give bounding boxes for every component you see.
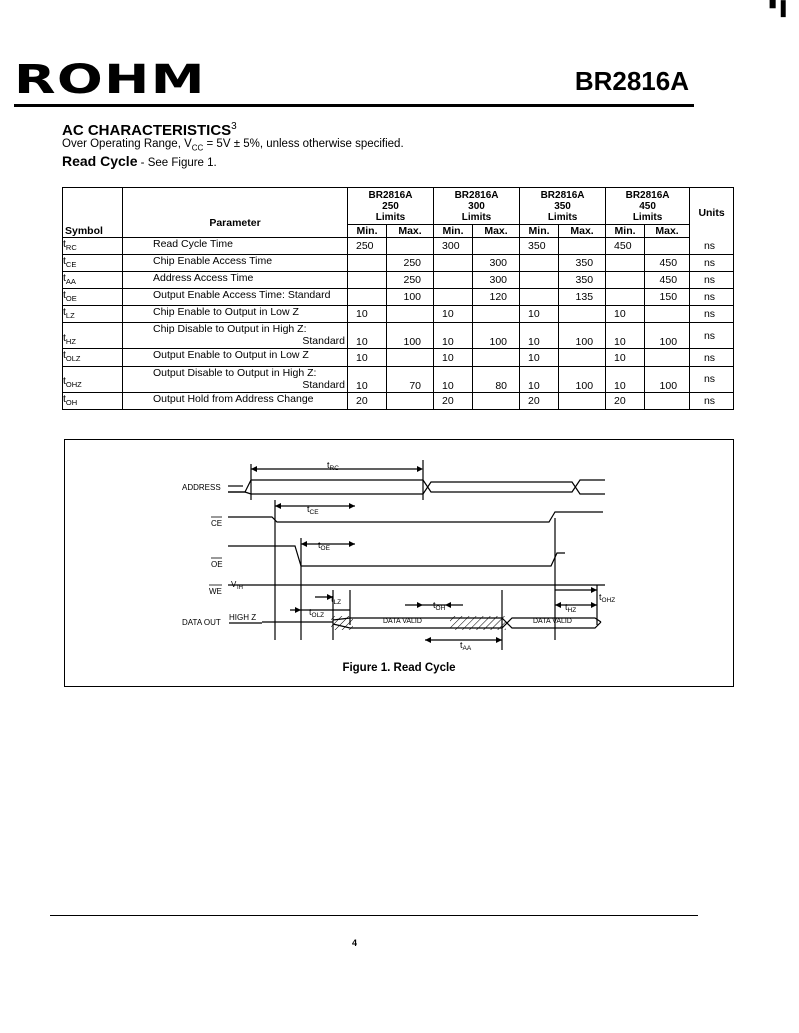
header-grade <box>520 188 606 225</box>
value-cell: 10 <box>606 349 645 366</box>
value-cell: 250 <box>348 238 387 255</box>
grade-limits: Limits <box>632 211 663 223</box>
grade-limits: Limits <box>461 211 492 223</box>
value-cell: 20 <box>606 392 645 409</box>
header-parameter: Parameter <box>123 188 348 238</box>
parameter-cell <box>123 238 348 255</box>
value-cell: 10 <box>606 323 645 349</box>
value-cell <box>606 289 645 306</box>
symbol-subscript: OH <box>65 397 78 407</box>
tce-arrow-left <box>275 503 281 509</box>
value-cell: 10 <box>434 366 473 392</box>
header-grade <box>606 188 690 225</box>
value-cell: 10 <box>520 323 559 349</box>
toe-label: $t_{OE}$ <box>318 540 330 552</box>
read-cycle-heading: Read Cycle - See Figure 1. <box>62 153 217 169</box>
parameter-sub-text: Standard <box>302 378 345 391</box>
table-row <box>63 306 734 323</box>
header-max: Max. <box>473 225 520 238</box>
we-label: WE <box>209 587 222 596</box>
tce-arrow-right <box>349 503 355 509</box>
header-min: Min. <box>606 225 645 238</box>
symbol-t: t <box>63 255 66 268</box>
header-grade <box>434 188 520 225</box>
value-cell: 10 <box>434 306 473 323</box>
table-row <box>63 289 734 306</box>
value-cell: 100 <box>645 366 690 392</box>
value-cell: 300 <box>434 238 473 255</box>
thz-arrow-right <box>591 602 597 608</box>
symbol-cell <box>63 366 123 392</box>
ce-wave <box>228 512 603 522</box>
table-row <box>63 366 734 392</box>
header-symbol: Symbol <box>63 188 123 238</box>
address-label: ADDRESS <box>182 483 221 492</box>
value-cell <box>473 238 520 255</box>
value-cell: 100 <box>387 289 434 306</box>
symbol-cell <box>63 323 123 349</box>
value-cell: 10 <box>434 323 473 349</box>
symbol-subscript: OHZ <box>65 380 82 390</box>
table-header-row <box>63 188 734 225</box>
oe-label: OE <box>211 560 223 569</box>
value-cell <box>473 392 520 409</box>
symbol-subscript: AA <box>65 277 76 287</box>
tohz-label: $t_{OHZ}$ <box>599 592 616 604</box>
parameter-cell <box>123 392 348 409</box>
table-row <box>63 272 734 289</box>
grade-part: BR2816A <box>368 189 413 201</box>
value-cell <box>606 255 645 272</box>
value-cell: 10 <box>520 349 559 366</box>
table-row <box>63 392 734 409</box>
ac-characteristics-table <box>62 187 734 410</box>
header-rule <box>14 104 694 107</box>
value-cell: 10 <box>348 366 387 392</box>
tohz-arrow <box>591 587 597 593</box>
value-cell <box>473 306 520 323</box>
grade-speed: 250 <box>382 200 399 212</box>
value-cell: 450 <box>645 272 690 289</box>
data-valid-1: DATA VALID <box>383 618 422 625</box>
symbol-subscript: HZ <box>65 337 76 347</box>
header-max: Max. <box>559 225 606 238</box>
value-cell <box>645 306 690 323</box>
symbol-subscript: CE <box>65 260 77 270</box>
grade-speed: 350 <box>554 200 571 212</box>
tolz-arrow <box>295 607 301 613</box>
trc-arrow-left <box>251 466 257 472</box>
symbol-t: t <box>63 306 66 319</box>
unit-cell: ns <box>690 306 734 323</box>
symbol-cell <box>63 306 123 323</box>
header-grade <box>348 188 434 225</box>
page-number: 4 <box>352 938 358 948</box>
parameter-cell <box>123 272 348 289</box>
grade-limits: Limits <box>375 211 406 223</box>
table-row <box>63 323 734 349</box>
vih-subscript: IH <box>237 585 243 591</box>
value-cell <box>387 349 434 366</box>
value-cell: 100 <box>387 323 434 349</box>
value-cell <box>434 255 473 272</box>
symbol-t: t <box>63 332 66 345</box>
value-cell <box>520 272 559 289</box>
value-cell: 10 <box>348 323 387 349</box>
header-min: Min. <box>434 225 473 238</box>
parameter-cell <box>123 289 348 306</box>
symbol-cell <box>63 349 123 366</box>
tlz-label: $t_{LZ}$ <box>331 594 342 606</box>
unit-cell: ns <box>690 323 734 349</box>
value-cell: 10 <box>434 349 473 366</box>
trc-label: $t_{RC}$ <box>327 460 339 472</box>
unit-cell: ns <box>690 392 734 409</box>
value-cell <box>348 289 387 306</box>
value-cell: 10 <box>606 306 645 323</box>
value-cell <box>645 392 690 409</box>
operating-conditions: Over Operating Range, $V_{CC} = 5V \pm 5\%$, unless otherwise specified. <box>62 138 404 153</box>
toh-label: $t_{OH}$ <box>433 600 446 612</box>
value-cell: 450 <box>606 238 645 255</box>
value-cell <box>606 272 645 289</box>
symbol-cell <box>63 272 123 289</box>
value-cell: 135 <box>559 289 606 306</box>
value-cell: 350 <box>520 238 559 255</box>
parameter-text: Output Enable to Output in Low Z <box>153 349 309 362</box>
value-cell <box>559 392 606 409</box>
value-cell: 20 <box>520 392 559 409</box>
toe-arrow-left <box>301 541 307 547</box>
value-cell <box>559 349 606 366</box>
table-row <box>63 349 734 366</box>
value-cell <box>434 272 473 289</box>
unit-cell: ns <box>690 272 734 289</box>
value-cell <box>387 392 434 409</box>
value-cell: 300 <box>473 272 520 289</box>
timing-diagram <box>65 440 733 686</box>
value-cell <box>473 349 520 366</box>
oe-wave <box>228 546 565 566</box>
figure-caption: Figure 1. Read Cycle <box>342 662 456 674</box>
symbol-t: t <box>63 272 66 285</box>
parameter-cell <box>123 349 348 366</box>
table-row <box>63 255 734 272</box>
value-cell: 100 <box>559 366 606 392</box>
unit-cell: ns <box>690 238 734 255</box>
value-cell: 150 <box>645 289 690 306</box>
value-cell: 10 <box>520 366 559 392</box>
value-cell: 450 <box>645 255 690 272</box>
value-cell: 100 <box>645 323 690 349</box>
value-cell: 80 <box>473 366 520 392</box>
table-row <box>63 238 734 255</box>
taa-arrow-right <box>496 637 502 643</box>
symbol-subscript: LZ <box>65 311 75 321</box>
symbol-t: t <box>63 392 66 405</box>
parameter-text: Address Access Time <box>153 272 254 285</box>
symbol-cell <box>63 289 123 306</box>
parameter-cell <box>123 366 348 392</box>
header-units: Units <box>690 188 734 238</box>
data-out-label: DATA OUT <box>182 618 221 627</box>
value-cell: 350 <box>559 255 606 272</box>
value-cell: 20 <box>348 392 387 409</box>
parameter-text: Read Cycle Time <box>153 238 233 250</box>
parameter-text: Output Hold from Address Change <box>153 392 314 405</box>
grade-limits: Limits <box>547 211 578 223</box>
value-cell: 10 <box>348 306 387 323</box>
section-title: AC CHARACTERISTICS$^3$ <box>62 121 237 139</box>
value-cell: 70 <box>387 366 434 392</box>
symbol-subscript: OLZ <box>65 354 81 364</box>
value-cell <box>434 289 473 306</box>
part-number: BR2816A <box>574 66 689 96</box>
unit-cell: ns <box>690 289 734 306</box>
value-cell <box>559 306 606 323</box>
parameter-text: Chip Enable to Output in Low Z <box>153 306 299 319</box>
tolz-label: $t_{OLZ}$ <box>309 607 325 619</box>
header-min: Min. <box>348 225 387 238</box>
high-z-label: HIGH Z <box>229 613 257 622</box>
table-body <box>63 188 734 410</box>
value-cell: 300 <box>473 255 520 272</box>
grade-speed: 300 <box>468 200 485 212</box>
value-cell <box>387 306 434 323</box>
unit-cell: ns <box>690 349 734 366</box>
symbol-subscript: OE <box>65 294 77 304</box>
symbol-t: t <box>63 375 66 388</box>
toe-arrow-right <box>349 541 355 547</box>
thz-arrow-left <box>555 602 561 608</box>
header-max: Max. <box>387 225 434 238</box>
symbol-cell <box>63 238 123 255</box>
value-cell <box>645 238 690 255</box>
value-cell <box>520 255 559 272</box>
value-cell: 10 <box>520 306 559 323</box>
symbol-subscript: RC <box>65 243 77 253</box>
symbol-t: t <box>63 349 66 362</box>
grade-speed: 450 <box>639 200 656 212</box>
parameter-cell <box>123 255 348 272</box>
data-valid-2: DATA VALID <box>533 618 572 625</box>
value-cell <box>520 289 559 306</box>
value-cell <box>559 238 606 255</box>
vih-label: V <box>231 580 237 589</box>
symbol-cell <box>63 392 123 409</box>
footer-rule <box>50 915 698 916</box>
header-min: Min. <box>520 225 559 238</box>
parameter-text: Chip Disable to Output in High Z: <box>153 323 307 336</box>
value-cell: 350 <box>559 272 606 289</box>
parameter-text: Output Disable to Output in High Z: <box>153 366 317 379</box>
value-cell <box>387 238 434 255</box>
grade-part: BR2816A <box>540 189 585 201</box>
symbol-t: t <box>63 289 66 302</box>
header-max: Max. <box>645 225 690 238</box>
value-cell <box>645 349 690 366</box>
thz-label: $t_{HZ}$ <box>565 602 577 614</box>
rohm-logo: ROHM <box>14 57 206 103</box>
symbol-t: t <box>63 238 66 250</box>
grade-part: BR2816A <box>625 189 670 201</box>
value-cell: 250 <box>387 272 434 289</box>
value-cell: 10 <box>348 349 387 366</box>
value-cell <box>348 272 387 289</box>
parameter-cell <box>123 306 348 323</box>
parameter-text: Output Enable Access Time: Standard <box>153 289 331 302</box>
value-cell: 20 <box>434 392 473 409</box>
value-cell: 250 <box>387 255 434 272</box>
value-cell: 100 <box>559 323 606 349</box>
taa-label: $t_{AA}$ <box>460 640 472 652</box>
unit-cell: ns <box>690 366 734 392</box>
value-cell: 10 <box>606 366 645 392</box>
tce-label: $t_{CE}$ <box>307 504 319 516</box>
parameter-sub-text: Standard <box>302 335 345 348</box>
grade-part: BR2816A <box>454 189 499 201</box>
ce-label: CE <box>211 519 223 528</box>
parameter-cell <box>123 323 348 349</box>
taa-arrow-left <box>425 637 431 643</box>
symbol-cell <box>63 255 123 272</box>
value-cell <box>348 255 387 272</box>
value-cell: 120 <box>473 289 520 306</box>
trc-arrow-right <box>417 466 423 472</box>
unit-cell: ns <box>690 255 734 272</box>
corner-mark: ▘▌ <box>770 0 791 16</box>
dout-transition-2 <box>450 616 506 630</box>
read-cycle-figure <box>64 439 734 687</box>
value-cell: 100 <box>473 323 520 349</box>
parameter-text: Chip Enable Access Time <box>153 255 273 268</box>
